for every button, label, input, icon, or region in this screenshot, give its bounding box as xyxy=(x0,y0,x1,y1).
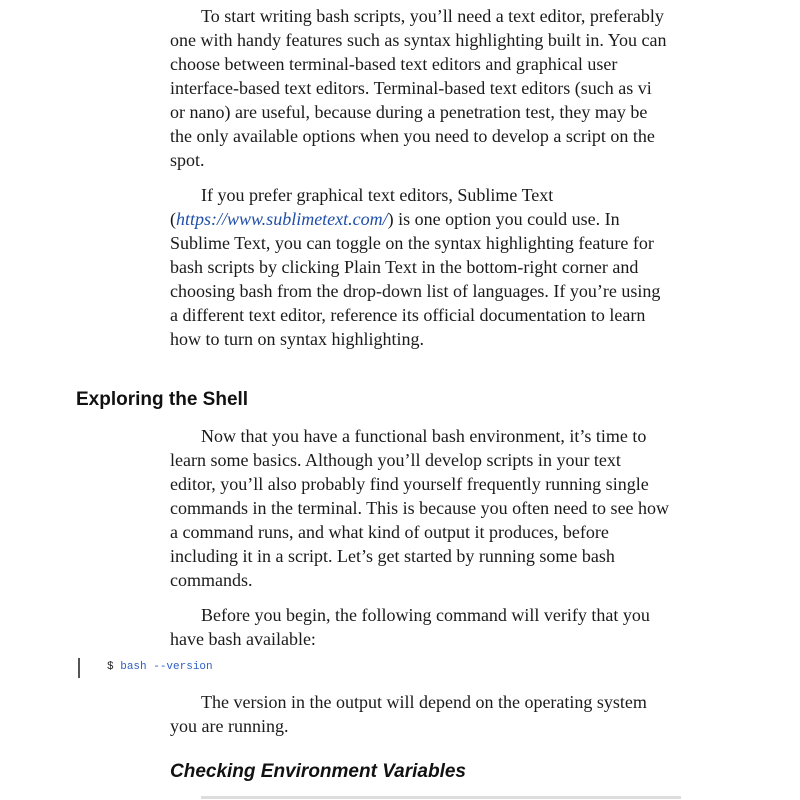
section-heading: Exploring the Shell xyxy=(76,389,249,410)
paragraph-text-editors: To start writing bash scripts, you’ll need a text editor, preferably one with handy features such as syntax highlighting built in. You can choose between terminal-based text editors and graphical user interface-based text editors. Terminal-based text editors (such as vi or nano) are useful, because during a penetration test, they may be the only available options when you need to develop a script on the spot. xyxy=(170,6,667,170)
paragraph-version-output: The version in the output will depend on the operating system you are running. xyxy=(170,692,647,736)
code-block-bar xyxy=(78,658,80,678)
paragraph-sublime-text-end: ) is one option you could use. In Sublime Text, you can toggle on the syntax highlighting feature for bash scripts by clicking Plain Text in the bottom-right corner and choosing bash from the drop-down list of languages. If you’re using a different text editor, reference its official documentation to learn how to turn on syntax highlighting. xyxy=(170,209,661,349)
paragraph-shell-basics: Now that you have a functional bash environment, it’s time to learn some basics. Although you’ll develop scripts in your text editor, you’ll also probably find yourself frequently running single commands in the terminal. This is because you often need to see how a command runs, and what kind of output it produces, before including it in a script. Let’s get started by running some bash commands. xyxy=(170,426,670,590)
code-block xyxy=(107,661,213,673)
paragraph-sublime-text-start: If you prefer graphical text editors, Sublime Text ( xyxy=(170,185,554,229)
paragraph-verify-bash: Before you begin, the following command will verify that you have bash available: xyxy=(170,605,650,649)
truncated-paragraph xyxy=(170,786,760,800)
subsection-heading: Checking Environment Variables xyxy=(170,761,466,782)
code-prompt: $ xyxy=(107,661,114,673)
paragraph-sublime-text xyxy=(170,183,760,351)
sublime-text-link[interactable]: https://www.sublimetext.com/ xyxy=(176,209,388,229)
truncated-text-line xyxy=(201,796,681,799)
code-command: bash --version xyxy=(120,661,213,673)
